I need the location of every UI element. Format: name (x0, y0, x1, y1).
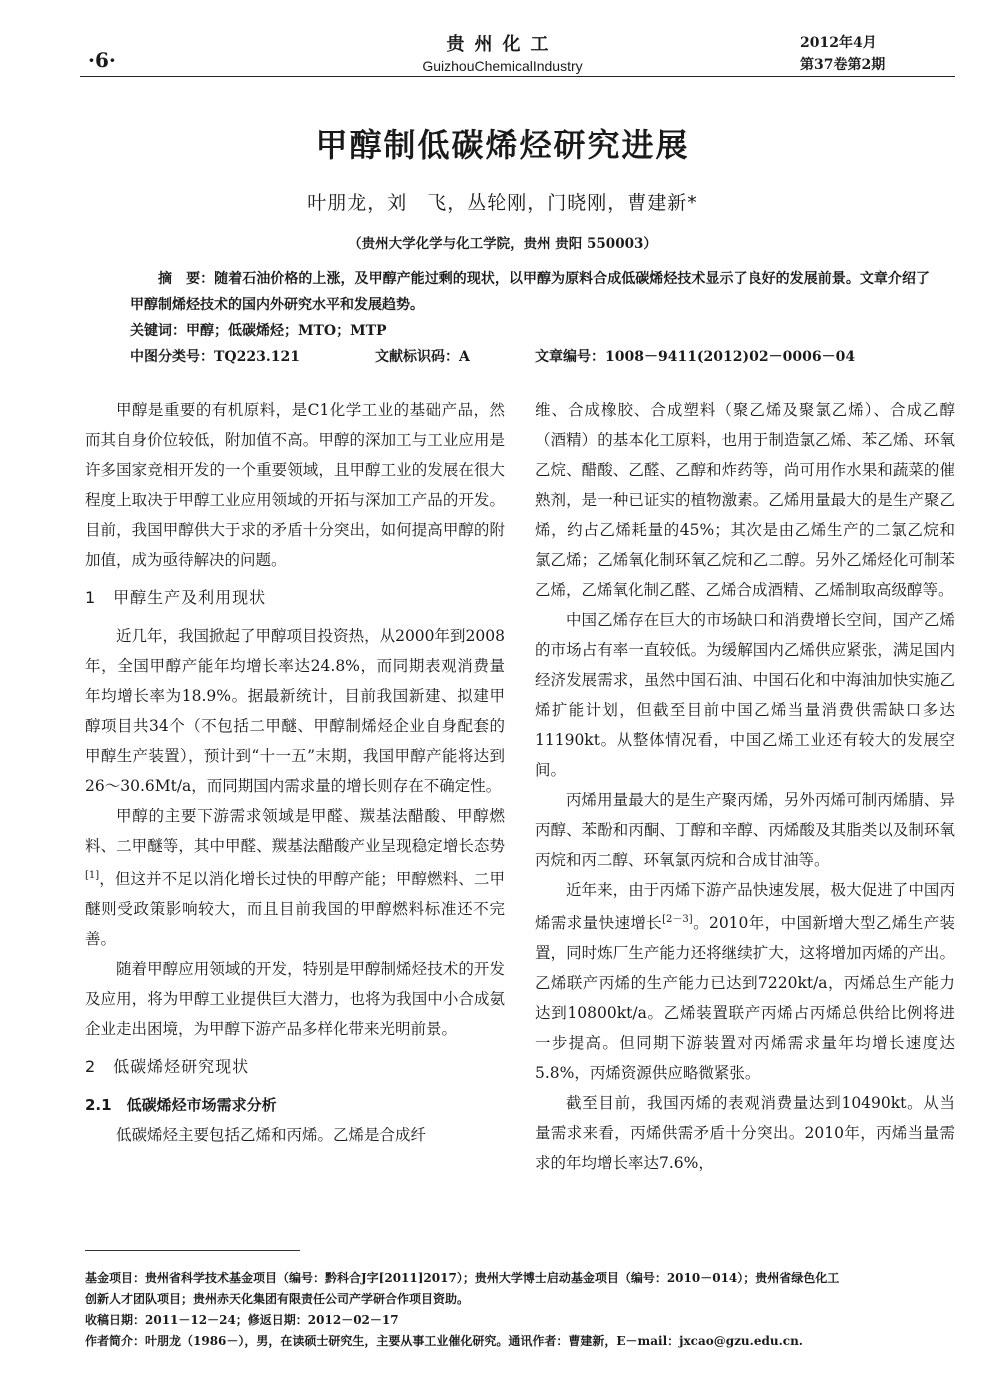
author-bio: 作者简介：叶朋龙（1986－），男，在读硕士研究生，主要从事工业催化研究。通讯作者：曹建新，E－mail：jxcao@gzu.edu.cn. (85, 1334, 803, 1348)
abstract-block (130, 266, 930, 370)
citation: [2－3] (662, 914, 693, 925)
left-column (85, 395, 505, 1150)
funding-note: 基金项目：贵州省科学技术基金项目（编号：黔科合J字[2011]2017）；贵州大学博士启动基金项目（编号：2010－014）；贵州省绿色化工 (85, 1271, 840, 1285)
journal-name-cn: 贵州化工 (446, 34, 559, 55)
abstract-text: 随着石油价格的上涨，及甲醇产能过剩的现状，以甲醇为原料合成低碳烯烃技术显示了良好的发展前景。文章介绍了甲醇制烯烃技术的国内外研究水平和发展趋势。 (130, 271, 931, 313)
doccode-label: 文献标识码： (375, 349, 459, 365)
doccode-value: A (459, 349, 470, 365)
article-no-value: 1008－9411(2012)02－0006－04 (605, 349, 856, 365)
article-number (535, 344, 855, 370)
right-column (535, 395, 955, 1178)
citation: [1] (85, 870, 100, 881)
paragraph-text: 甲醇的主要下游需求领域是甲醛、羰基法醋酸、甲醇燃料、二甲醚等，其中甲醛、羰基法醋酸产业呈现稳定增长态势 (85, 807, 505, 855)
paragraph (85, 801, 505, 954)
received-dates: 收稿日期：2011－12－24；修返日期：2012－02－17 (85, 1313, 399, 1327)
paragraph (535, 875, 955, 1088)
paragraph: 截至目前，我国丙烯的表观消费量达到10490kt。从当量需求来看，丙烯供需矛盾十分突出。2010年，丙烯当量需求的年均增长率达7.6%， (535, 1094, 955, 1173)
document-code (375, 344, 535, 370)
footnotes (85, 1268, 965, 1352)
issue-info (800, 32, 885, 76)
paragraph: 丙烯用量最大的是生产聚丙烯，另外丙烯可制丙烯腈、异丙醇、苯酚和丙酮、丁醇和辛醇、丙烯酸及其脂类以及制环氧丙烷和丙二醇、环氧氯丙烷和合成甘油等。 (535, 791, 955, 869)
clc-label: 中图分类号： (130, 349, 214, 365)
issue-date: 2012年4月 (800, 35, 877, 51)
author-list: 叶朋龙，刘 飞，丛轮刚，门晓刚，曹建新* (307, 192, 698, 214)
paragraph-text: 近年来，由于丙烯下游产品快速发展，极大促进了中国丙烯需求量快速增长 (535, 881, 955, 933)
keywords (130, 318, 930, 344)
paragraph: 维、合成橡胶、合成塑料（聚乙烯及聚氯乙烯）、合成乙醇（酒精）的基本化工原料，也用于制造氯乙烯、苯乙烯、环氧乙烷、醋酸、乙醛、乙醇和炸药等，尚可用作水果和蔬菜的催熟剂，是一种已证实的植物激素。乙烯用量最大的是生产聚乙烯，约占乙烯耗量的45%；其次是由乙烯生产的二氯乙烷和氯乙烯；乙烯氧化制环氧乙烷和乙二醇。另外乙烯烃化可制苯乙烯，乙烯氧化制乙醛、乙烯合成酒精、乙烯制取高级醇等。 (535, 401, 955, 599)
issue-volume: 第37卷第2期 (800, 57, 886, 73)
keywords-label: 关键词： (130, 323, 186, 339)
paragraph: 低碳烯烃主要包括乙烯和丙烯。乙烯是合成纤 (116, 1126, 427, 1145)
paragraph-text: 。2010年，中国新增大型乙烯生产装置，同时炼厂生产能力还将继续扩大，这将增加丙烯的产出。乙烯联产丙烯的生产能力已达到7220kt/a，丙烯总生产能力达到10800kt/a。乙烯装置联产丙烯占丙烯总供给比例将进一步提高。但同期下游装置对丙烯需求量年均增长速度达5.8%，丙烯资源供应略微紧张。 (535, 914, 955, 1083)
clc-code (130, 344, 375, 370)
paper-title: 甲醇制低碳烯烃研究进展 (315, 126, 690, 164)
section-2-1-heading: 2.1 低碳烯烃市场需求分析 (85, 1096, 277, 1115)
paragraph: 近几年，我国掀起了甲醇项目投资热，从2000年到2008年，全国甲醇产能年均增长率达24.8%，而同期表观消费量年均增长率为18.9%。据最新统计，目前我国新建、拟建甲醇项目共34个（不包括二甲醚、甲醇制烯烃企业自身配套的甲醇生产装置），预计到“十一五”末期，我国甲醇产能将达到26～30.6Mt/a，而同期国内需求量的增长则存在不确定性。 (85, 627, 505, 795)
page-number: ·6· (88, 48, 116, 72)
section-1-heading: 1 甲醇生产及利用现状 (85, 588, 267, 607)
paragraph: 随着甲醇应用领域的开发，特别是甲醇制烯烃技术的开发及应用，将为甲醇工业提供巨大潜力，也将为我国中小合成氨企业走出困境，为甲醇下游产品多样化带来光明前景。 (85, 960, 505, 1039)
footnote-divider (85, 1250, 300, 1251)
journal-name-en: GuizhouChemicalIndustry (422, 58, 583, 74)
affiliation: （贵州大学化学与化工学院，贵州 贵阳 550003） (348, 236, 657, 252)
funding-note-cont: 创新人才团队项目；贵州赤天化集团有限责任公司产学研合作项目资助。 (85, 1292, 470, 1306)
clc-value: TQ223.121 (214, 349, 300, 365)
intro-paragraph: 甲醇是重要的有机原料，是C1化学工业的基础产品，然而其自身价位较低，附加值不高。甲醇的深加工与工业应用是许多国家竞相开发的一个重要领域，且甲醇工业的发展在很大程度上取决于甲醇工业应用领域的开拓与深加工产品的开发。目前，我国甲醇供大于求的矛盾十分突出，如何提高甲醇的附加值，成为亟待解决的问题。 (85, 401, 505, 569)
classification-row (130, 344, 930, 370)
abstract-label: 摘 要： (158, 271, 215, 287)
header-divider (80, 76, 955, 77)
article-no-label: 文章编号： (535, 349, 605, 365)
keywords-value: 甲醇；低碳烯烃；MTO；MTP (186, 323, 387, 339)
section-2-heading: 2 低碳烯烃研究现状 (85, 1057, 250, 1077)
paragraph: 中国乙烯存在巨大的市场缺口和消费增长空间，国产乙烯的市场占有率一直较低。为缓解国内乙烯供应紧张，满足国内经济发展需求，虽然中国石油、中国石化和中海油加快实施乙烯扩能计划，但截至目前中国乙烯当量消费供需缺口多达11190kt。从整体情况看，中国乙烯工业还有较大的发展空间。 (535, 611, 955, 779)
paragraph-text: ，但这并不足以消化增长过快的甲醇产能；甲醇燃料、二甲醚则受政策影响较大，而且目前我国的甲醇燃料标准还不完善。 (85, 870, 505, 949)
abstract (130, 266, 930, 318)
